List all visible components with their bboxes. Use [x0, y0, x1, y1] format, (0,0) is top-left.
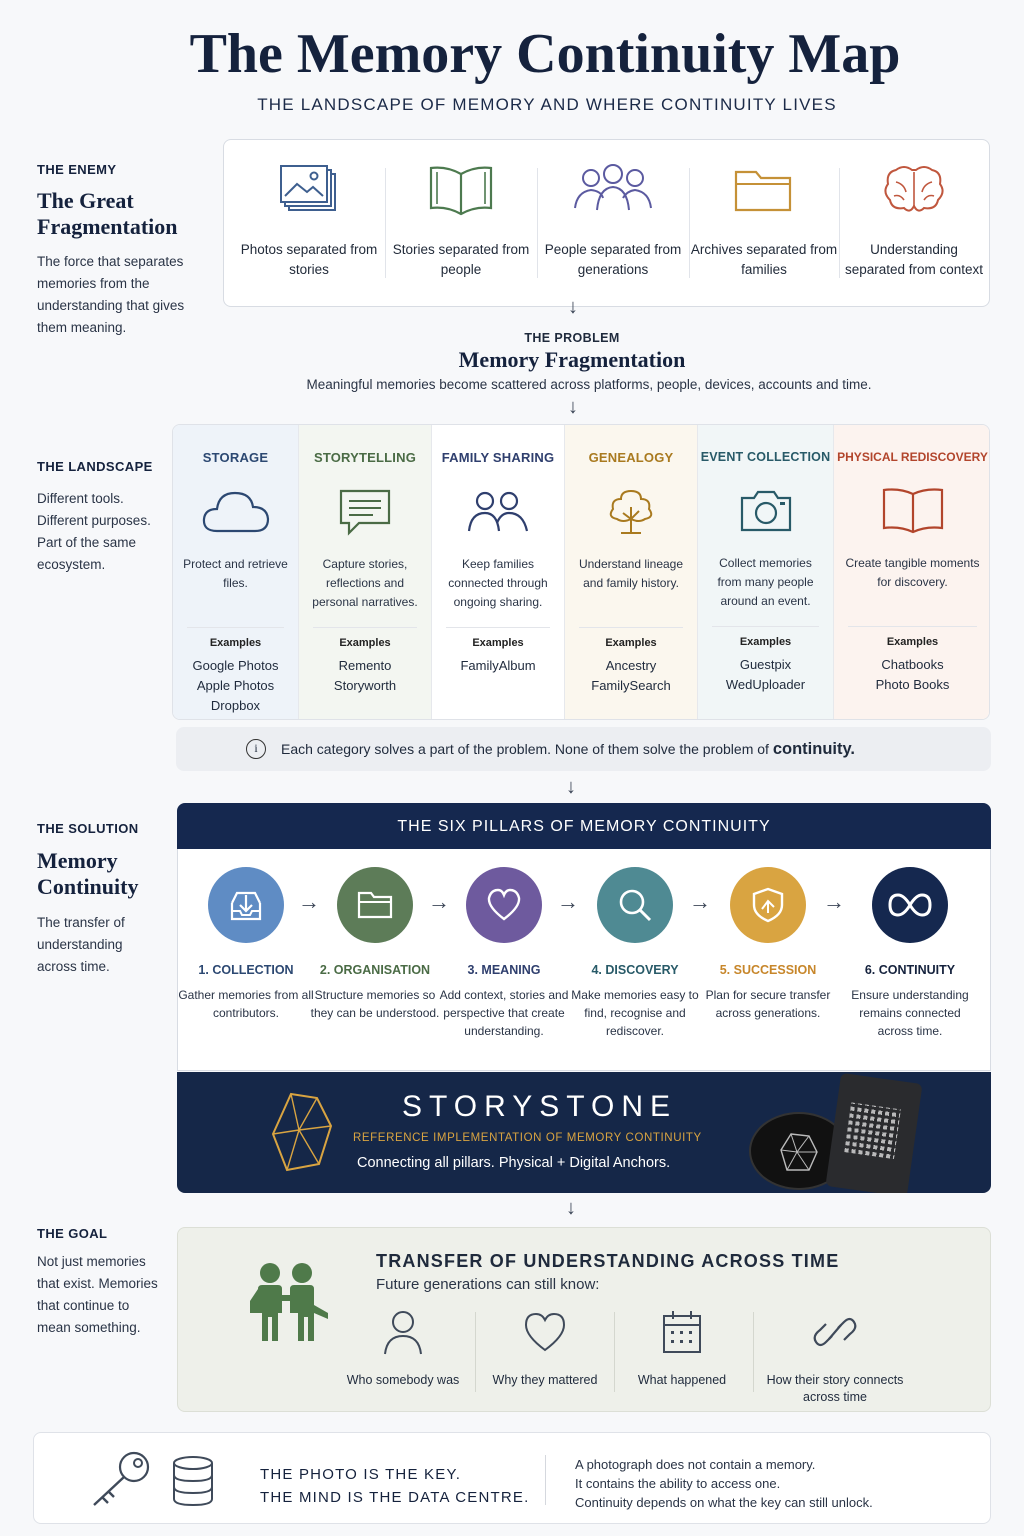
category-desc: Keep families connected through ongoing sharing. — [448, 557, 548, 609]
pillar-succession — [700, 867, 836, 1022]
footer-slogan — [260, 1463, 529, 1509]
cloud-icon — [201, 487, 271, 537]
category-title: FAMILY SHARING — [441, 450, 555, 465]
examples-label: Examples — [739, 636, 792, 648]
goal-item-who — [333, 1308, 473, 1389]
goal-item-label: Who somebody was — [346, 1373, 460, 1387]
example-item: FamilyAlbum — [460, 658, 536, 673]
examples-label: Examples — [209, 637, 262, 649]
enemy-heading: The Great Fragmentation — [37, 188, 178, 239]
open-book-icon — [880, 486, 946, 536]
solution-text: The transfer of understanding across time. — [37, 915, 125, 974]
problem-text: Meaningful memories become scattered across platforms, people, devices, accounts and time. — [306, 377, 872, 392]
enemy-label: Archives separated from families — [690, 242, 838, 277]
solution-kicker: THE SOLUTION — [37, 821, 139, 836]
page-subtitle: THE LANDSCAPE OF MEMORY AND WHERE CONTINUITY LIVES — [257, 95, 837, 114]
shield-icon — [730, 867, 806, 943]
storystone-name: STORYSTONE — [402, 1090, 678, 1123]
pillar-meaning — [436, 867, 572, 1040]
enemy-kicker: THE ENEMY — [37, 162, 117, 177]
down-arrow-icon: ↓ — [568, 396, 578, 418]
pillar-desc: Ensure understanding remains connected across time. — [851, 988, 969, 1038]
example-item: Storyworth — [333, 678, 397, 693]
link-icon — [812, 1308, 858, 1356]
enemy-item-stories — [386, 162, 536, 280]
goal-item-why — [475, 1308, 615, 1389]
goal-item-how — [765, 1308, 905, 1406]
pillars-header: THE SIX PILLARS OF MEMORY CONTINUITY — [177, 803, 991, 849]
enemy-text: The force that separates memories from the understanding that gives them meaning. — [37, 254, 185, 335]
folder-icon — [337, 867, 413, 943]
example-item: Ancestry — [605, 658, 657, 673]
tree-icon — [601, 487, 661, 537]
landscape-note — [176, 727, 991, 771]
right-arrow-icon: → — [689, 889, 711, 914]
enemy-item-photos — [234, 162, 384, 280]
examples-label: Examples — [472, 637, 524, 649]
note-bold: continuity. — [772, 740, 856, 758]
goal-item-label: How their story connects across time — [766, 1373, 904, 1404]
pillar-desc: Structure memories so they can be understood. — [310, 988, 440, 1020]
fragmentation-panel — [223, 139, 990, 307]
heart-icon — [522, 1308, 568, 1356]
enemy-item-people — [538, 162, 688, 280]
goal-item-label: What happened — [637, 1373, 727, 1387]
family-figures-icon — [244, 1261, 334, 1343]
right-arrow-icon: → — [428, 889, 450, 914]
problem-kicker: THE PROBLEM — [524, 331, 620, 345]
examples-label: Examples — [339, 637, 391, 649]
people-icon — [571, 162, 655, 218]
inbox-icon — [208, 867, 284, 943]
enemy-label: People separated from generations — [544, 242, 682, 277]
category-event-collection — [698, 425, 834, 720]
footer-line: It contains the ability to access one. — [575, 1476, 781, 1491]
down-arrow-icon: ↓ — [568, 296, 578, 318]
enemy-label: Understanding separated from context — [844, 242, 984, 277]
landscape-grid — [172, 424, 990, 720]
pillar-desc: Plan for secure transfer across generations. — [705, 988, 831, 1020]
category-desc: Understand lineage and family history. — [578, 557, 684, 590]
camera-icon — [736, 486, 796, 536]
search-icon — [597, 867, 673, 943]
down-arrow-icon: ↓ — [566, 1197, 576, 1219]
storystone-tagline: Connecting all pillars. Physical + Digital Anchors. — [357, 1155, 671, 1171]
pillar-title: 3. MEANING — [467, 963, 541, 977]
right-arrow-icon: → — [298, 889, 320, 914]
pillar-desc: Gather memories from all contributors. — [178, 988, 314, 1020]
pillar-title: 4. DISCOVERY — [591, 963, 679, 977]
examples-label: Examples — [605, 637, 657, 649]
category-desc: Collect memories from many people around an event. — [717, 556, 814, 608]
category-desc: Protect and retrieve files. — [183, 557, 288, 590]
goal-item-what — [612, 1308, 752, 1389]
example-item: FamilySearch — [591, 678, 671, 693]
folder-icon — [732, 162, 796, 218]
down-arrow-icon: ↓ — [566, 776, 576, 798]
pillar-title: 1. COLLECTION — [198, 963, 294, 977]
right-arrow-icon: → — [823, 889, 845, 914]
qr-tag-image — [825, 1073, 922, 1193]
footer-line: THE MIND IS THE DATA CENTRE. — [260, 1489, 530, 1506]
example-item: Google Photos — [192, 658, 279, 673]
solution-heading: Memory Continuity — [37, 848, 139, 899]
pillar-title: 6. CONTINUITY — [864, 963, 956, 977]
note-text: Each category solves a part of the problem. None of them solve the problem of — [281, 741, 773, 757]
category-title: STORYTELLING — [313, 450, 417, 465]
enemy-item-archives — [689, 162, 839, 280]
category-title: PHYSICAL REDISCOVERY — [837, 450, 988, 464]
example-item: Remento — [338, 658, 392, 673]
database-icon — [170, 1455, 216, 1507]
category-storage — [173, 425, 299, 720]
brain-icon — [882, 162, 946, 218]
footer-line: THE PHOTO IS THE KEY. — [260, 1466, 462, 1483]
landscape-kicker: THE LANDSCAPE — [37, 459, 153, 474]
family-icon — [465, 487, 531, 537]
pillar-discovery — [567, 867, 703, 1040]
example-item: WedUploader — [725, 677, 806, 692]
enemy-label: Stories separated from people — [392, 242, 530, 277]
category-storytelling — [299, 425, 432, 720]
goal-subtitle: Future generations can still know: — [376, 1276, 600, 1293]
category-desc: Create tangible moments for discovery. — [845, 556, 980, 589]
pillar-desc: Make memories easy to find, recognise and rediscover. — [571, 988, 699, 1038]
example-item: Dropbox — [210, 698, 261, 713]
book-icon — [425, 162, 497, 218]
pillar-continuity — [840, 867, 980, 1040]
category-family-sharing — [432, 425, 565, 720]
storystone-reference: REFERENCE IMPLEMENTATION OF MEMORY CONTINUITY — [353, 1132, 702, 1144]
examples-label: Examples — [886, 636, 939, 648]
pillar-organisation — [307, 867, 443, 1022]
problem-title: Memory Fragmentation — [458, 347, 686, 372]
enemy-label: Photos separated from stories — [240, 242, 378, 277]
category-genealogy — [565, 425, 698, 720]
category-title: GENEALOGY — [588, 450, 674, 465]
heart-icon — [466, 867, 542, 943]
enemy-item-understanding — [839, 162, 989, 280]
pillars-panel — [177, 849, 991, 1071]
goal-title: TRANSFER OF UNDERSTANDING ACROSS TIME — [376, 1251, 840, 1271]
right-arrow-icon: → — [557, 889, 579, 914]
goal-panel — [177, 1227, 991, 1412]
pillar-collection — [178, 867, 314, 1022]
category-title: EVENT COLLECTION — [700, 450, 831, 464]
category-desc: Capture stories, reflections and personal narratives. — [312, 557, 418, 609]
gem-icon — [269, 1090, 335, 1174]
pillar-desc: Add context, stories and perspective that create understanding. — [439, 988, 569, 1038]
photos-icon — [277, 162, 341, 218]
goal-item-label: Why they mattered — [492, 1373, 598, 1387]
footer-line: Continuity depends on what the key can still unlock. — [575, 1495, 873, 1510]
pillar-title: 2. ORGANISATION — [319, 963, 431, 977]
example-item: Apple Photos — [196, 678, 275, 693]
example-item: Chatbooks — [881, 657, 944, 672]
goal-kicker: THE GOAL — [37, 1226, 108, 1241]
key-icon — [88, 1447, 154, 1511]
example-item: Guestpix — [739, 657, 792, 672]
example-item: Photo Books — [875, 677, 950, 692]
infinity-icon — [872, 867, 948, 943]
person-icon — [381, 1308, 425, 1356]
goal-text: Not just memories that exist. Memories that continue to mean something. — [37, 1254, 158, 1335]
info-icon: i — [246, 739, 266, 759]
footer-statement — [575, 1455, 873, 1512]
landscape-text: Different tools. Different purposes. Part of the same ecosystem. — [37, 491, 151, 572]
calendar-icon — [660, 1308, 704, 1356]
chat-icon — [335, 487, 395, 537]
pillar-title: 5. SUCCESSION — [719, 963, 817, 977]
page-title: The Memory Continuity Map — [189, 23, 901, 85]
category-physical-rediscovery — [834, 425, 990, 720]
storystone-banner — [177, 1072, 991, 1193]
category-title: STORAGE — [202, 450, 269, 465]
footer-line: A photograph does not contain a memory. — [575, 1457, 816, 1472]
footer-panel — [33, 1432, 991, 1524]
